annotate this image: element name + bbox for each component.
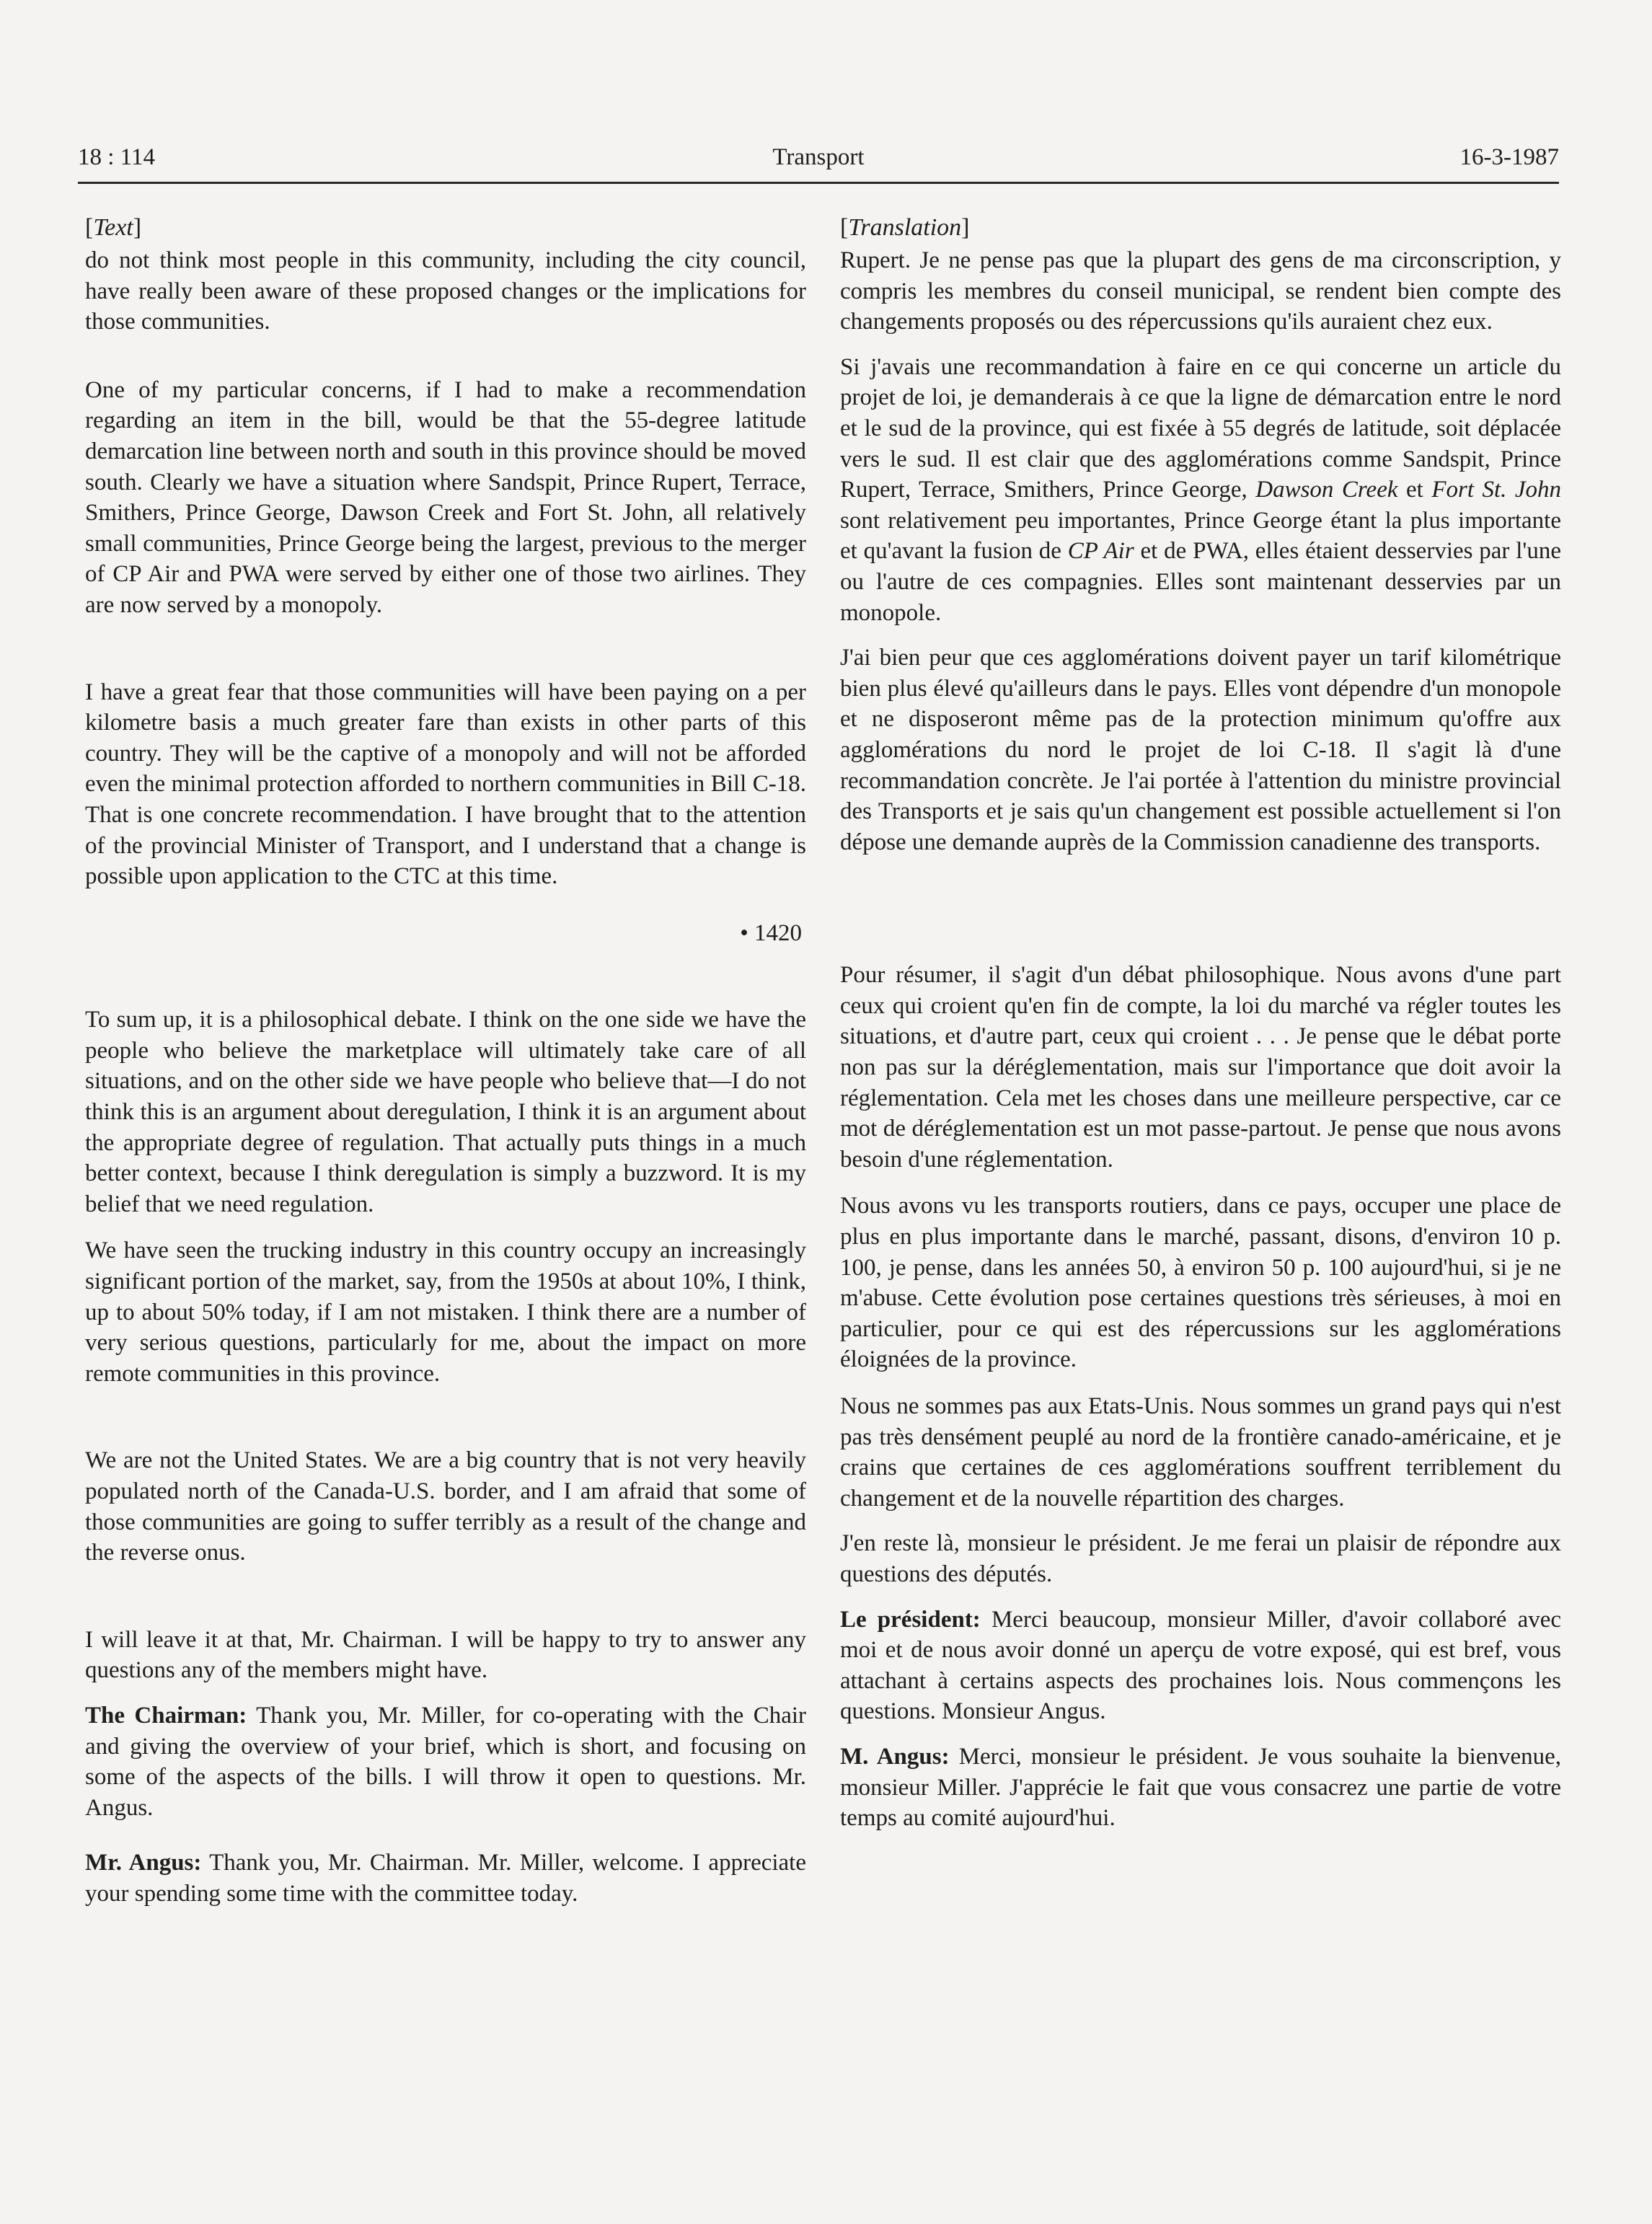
speaker-name: The Chairman:	[85, 1702, 247, 1729]
french-paragraph-angus	[840, 1742, 1561, 1834]
speech-text: Thank you, Mr. Miller, for co-operating with the Chair and giving the overview of your brief, which is short, and focusing on some of the aspects of the bills. I will throw it open to questions. Mr. Angus.	[85, 1702, 807, 1821]
speaker-name: Mr. Angus:	[85, 1850, 202, 1876]
english-paragraph: I have a great fear that those communities will have been paying on a per kilometre basis a much greater fare than exists in other parts of this country. They will be the captive of a monopoly and will not be afforded even the minimal protection afforded to northern communities in Bill C-18. That is one concrete recommendation. I have brought that to the attention of the provincial Minister of Transport, and I understand that a change is possible upon application to the CTC at this time.	[85, 679, 806, 890]
page-header	[78, 144, 1559, 180]
french-column	[840, 212, 1561, 1834]
english-paragraph: To sum up, it is a philosophical debate. I think on the one side we have the people who believe the marketplace will ultimately take care of all situations, and on the other side we have people who believe that—I do not think this is an argument about deregulation, I think it is an argument about the appropriate degree of regulation. That actually puts things in a much better context, because I think deregulation is simply a buzzword. It is my belief that we need regulation.	[85, 1007, 806, 1217]
english-column	[85, 212, 806, 1910]
time-marker: • 1420	[740, 919, 802, 946]
english-section-tag: [Text]	[85, 214, 142, 241]
english-paragraph: We are not the United States. We are a big country that is not very heavily populated north of the Canada-U.S. border, and I am afraid that some of those communities are going to suffer terribly as a result of the change and the reverse onus.	[85, 1447, 806, 1566]
french-paragraph: Nous avons vu les transports routiers, dans ce pays, occuper une place de plus en plus importante dans le marché, passant, disons, d'environ 10 p. 100, je pense, dans les années 50, à environ 50 p. 100 aujourd'hui, si je ne m'abuse. Cette évolution pose certaines questions très sérieuses, à moi en particulier, pour ce qui est des répercussions sur les agglomérations éloignées de la province.	[840, 1193, 1561, 1373]
speech-text: Thank you, Mr. Chairman. Mr. Miller, welcome. I appreciate your spending some time with the committee today.	[85, 1850, 806, 1907]
page-reference: 18 : 114	[78, 144, 155, 170]
english-paragraph: I will leave it at that, Mr. Chairman. I will be happy to try to answer any questions any of the members might have.	[85, 1626, 806, 1684]
french-paragraph-chairman	[840, 1605, 1561, 1727]
french-paragraph: Nous ne sommes pas aux Etats-Unis. Nous sommes un grand pays qui n'est pas très densément peuplé au nord de la frontière canado-américaine, et je crains que certaines de ces agglomérations souffrent terriblement du changement et de la nouvelle répartition des charges.	[840, 1393, 1561, 1512]
speaker-name: M. Angus:	[840, 1743, 950, 1770]
english-paragraph: do not think most people in this community, including the city council, have really been aware of these proposed changes or the implications for those communities.	[85, 247, 806, 335]
page-date: 16-3-1987	[1459, 144, 1559, 170]
english-paragraph-chairman	[85, 1700, 806, 1823]
english-tag-label: Text	[93, 214, 133, 241]
english-paragraph: We have seen the trucking industry in this country occupy an increasingly significant portion of the market, say, from the 1950s at about 10%, I think, up to about 50% today, if I am not mistaken. I think there are a number of very serious questions, particularly for me, about the impact on more remote communities in this province.	[85, 1237, 806, 1387]
speech-text: Merci beaucoup, monsieur Miller, d'avoir collaboré avec moi et de nous avoir donné un aperçu de votre exposé, qui est bref, vous attachant à certains aspects des prochaines lois. Nous commençons les questions. Monsieur Angus.	[840, 1606, 1562, 1725]
speaker-name: Le président:	[840, 1606, 981, 1633]
french-paragraph: Si j'avais une recommandation à faire en ce qui concerne un article du projet de loi, je demanderais à ce que la ligne de démarcation entre le nord et le sud de la province, qui est fixée à 55 degrés de latitude, soit déplacée vers le sud. Il est clair que des agglomérations comme Sandspit, Prince Rupert, Terrace, Smithers, Prince George, Dawson Creek et Fort St. John sont relativement peu importantes, Prince George étant la plus importante et qu'avant la fusion de CP Air et de PWA, elles étaient desservies par l'une ou l'autre de ces compagnies. Elles sont maintenant desservies par un monopole.	[840, 353, 1562, 626]
french-tag-label: Translation	[848, 214, 962, 241]
english-paragraph-angus	[85, 1848, 806, 1909]
speech-text: Merci, monsieur le président. Je vous souhaite la bienvenue, monsieur Miller. J'apprécie le fait que vous consacrez une partie de votre temps au comité aujourd'hui.	[840, 1743, 1561, 1832]
french-paragraph: J'en reste là, monsieur le président. Je me ferai un plaisir de répondre aux questions des députés.	[840, 1530, 1561, 1587]
french-paragraph: Rupert. Je ne pense pas que la plupart des gens de ma circonscription, y compris les membres du conseil municipal, se rendent bien compte des changements proposés ou des répercussions qu'ils auraient chez eux.	[840, 247, 1561, 335]
page-title: Transport	[772, 144, 865, 170]
french-section-tag: [Translation]	[840, 214, 970, 241]
english-paragraph: One of my particular concerns, if I had to make a recommendation regarding an item in the bill, would be that the 55-degree latitude demarcation line between north and south in this province should be moved south. Clearly we have a situation where Sandspit, Prince Rupert, Terrace, Smithers, Prince George, Dawson Creek and Fort St. John, all relatively small communities, Prince George being the largest, previous to the merger of CP Air and PWA were served by either one of those two airlines. They are now served by a monopoly.	[85, 376, 806, 618]
french-paragraph: Pour résumer, il s'agit d'un débat philosophique. Nous avons d'une part ceux qui croient qu'en fin de compte, la loi du marché va régler toutes les situations, et d'autre part, ceux qui croient . . . Je pense que le débat porte non pas sur la déréglementation, mais sur l'importance que doit avoir la réglementation. Cela met les choses dans une meilleure perspective, car ce mot de déréglementation est un mot passe-partout. Je pense que nous avons besoin d'une réglementation.	[840, 962, 1561, 1173]
french-paragraph: J'ai bien peur que ces agglomérations doivent payer un tarif kilométrique bien plus élevé qu'ailleurs dans le pays. Elles vont dépendre d'un monopole et ne disposeront même pas de la protection minimum qu'offre aux agglomérations du nord le projet de loi C-18. Il s'agit là d'une recommandation concrète. Je l'ai portée à l'attention du ministre provincial des Transports et je sais qu'un changement est possible actuellement si l'on dépose une demande auprès de la Commission canadienne des transports.	[840, 645, 1561, 855]
header-rule	[78, 182, 1559, 184]
